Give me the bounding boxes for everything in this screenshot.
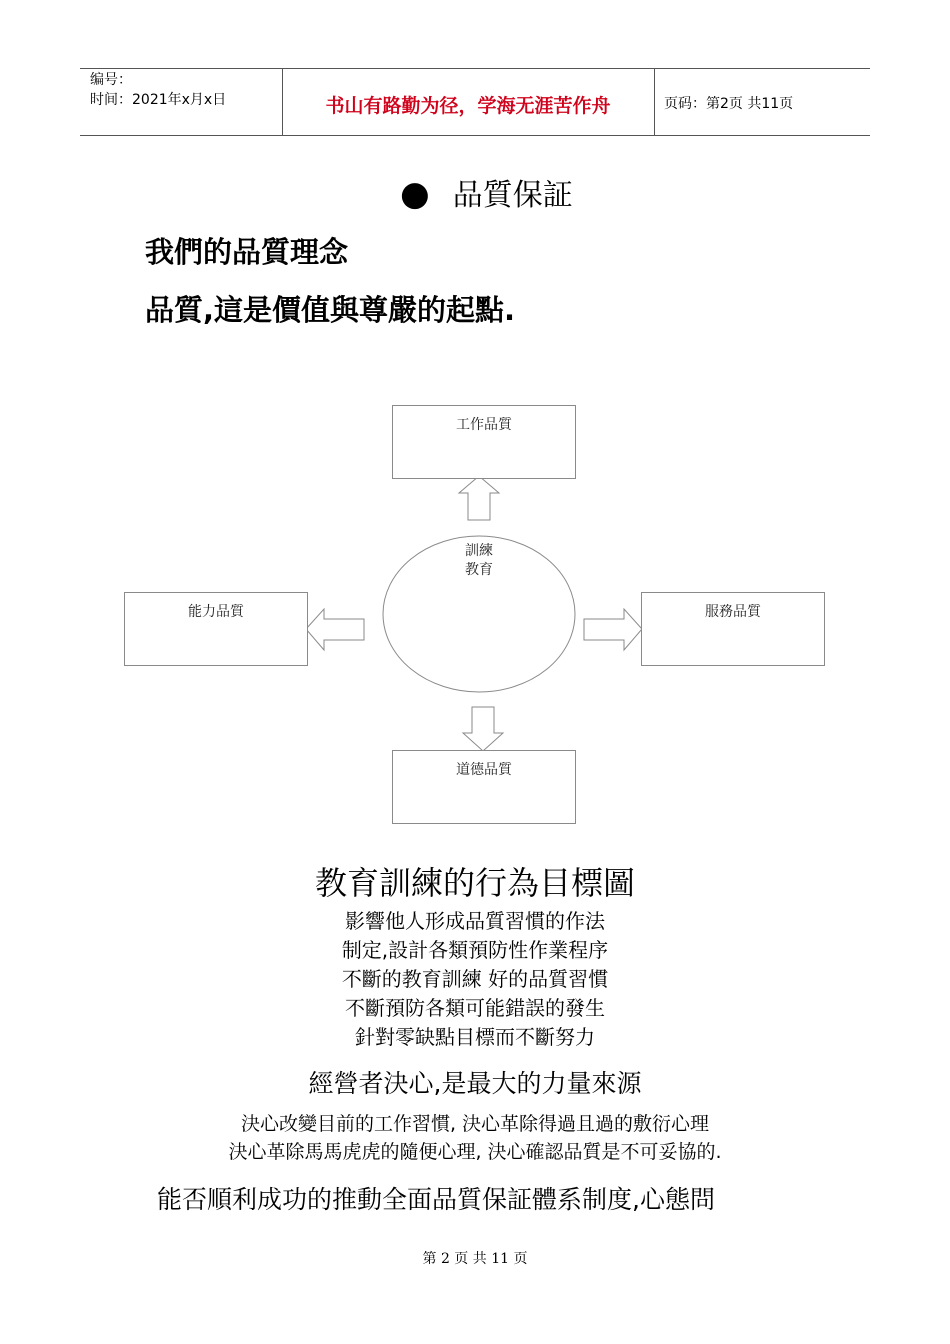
decision-line-1: 決心改變目前的工作習慣, 決心革除得過且過的敷衍心理	[240, 1113, 710, 1135]
center-label	[440, 542, 518, 580]
page-footer: 第 2 页 共 11 页	[422, 1251, 528, 1267]
box-moral-quality	[392, 750, 576, 824]
arrow-left-icon	[306, 609, 364, 650]
box-work-quality-label: 工作品質	[456, 417, 512, 433]
box-moral-quality-label: 道德品質	[456, 762, 512, 778]
center-label-line-2: 教育	[465, 562, 493, 578]
behavior-list	[0, 907, 950, 1052]
intro-line-2: 品質,這是價值與尊嚴的起點.	[145, 293, 516, 327]
behavior-item: 不斷的教育訓練 好的品質習慣	[341, 967, 609, 991]
header-number-label: 编号：	[90, 72, 132, 88]
bullet-icon: ●	[400, 174, 430, 214]
header-page-info: 页码：第2页 共11页	[664, 96, 794, 112]
behavior-item: 針對零缺點目標而不斷努力	[355, 1025, 595, 1049]
behavior-item: 不斷預防各類可能錯誤的發生	[345, 996, 605, 1020]
box-ability-quality	[124, 592, 308, 666]
intro-line-1: 我們的品質理念	[145, 235, 349, 269]
behavior-title: 教育訓練的行為目標圖	[314, 864, 635, 902]
decision-line-2: 決心革除馬馬虎虎的隨便心理, 決心確認品質是不可妥協的.	[228, 1141, 722, 1163]
decision-title: 經營者決心,是最大的力量來源	[308, 1069, 642, 1098]
closing-line: 能否順利成功的推動全面品質保証體系制度,心態問	[157, 1185, 715, 1214]
behavior-item: 影響他人形成品質習慣的作法	[345, 909, 605, 933]
decision-body	[0, 1110, 950, 1166]
section-title: 品質保証	[452, 178, 573, 213]
box-ability-quality-label: 能力品質	[188, 604, 244, 620]
center-label-line-1: 訓練	[465, 543, 493, 559]
arrow-right-icon	[584, 609, 642, 650]
behavior-item: 制定,設計各類預防性作業程序	[341, 938, 609, 962]
box-work-quality	[392, 405, 576, 479]
header-time-label: 时间：2021年x月x日	[90, 92, 227, 108]
arrow-down-icon	[463, 707, 503, 751]
box-service-quality-label: 服務品質	[705, 604, 761, 620]
header-motto: 书山有路勤为径，学海无涯苦作舟	[325, 95, 611, 117]
arrow-up-icon	[459, 476, 499, 520]
box-service-quality	[641, 592, 825, 666]
